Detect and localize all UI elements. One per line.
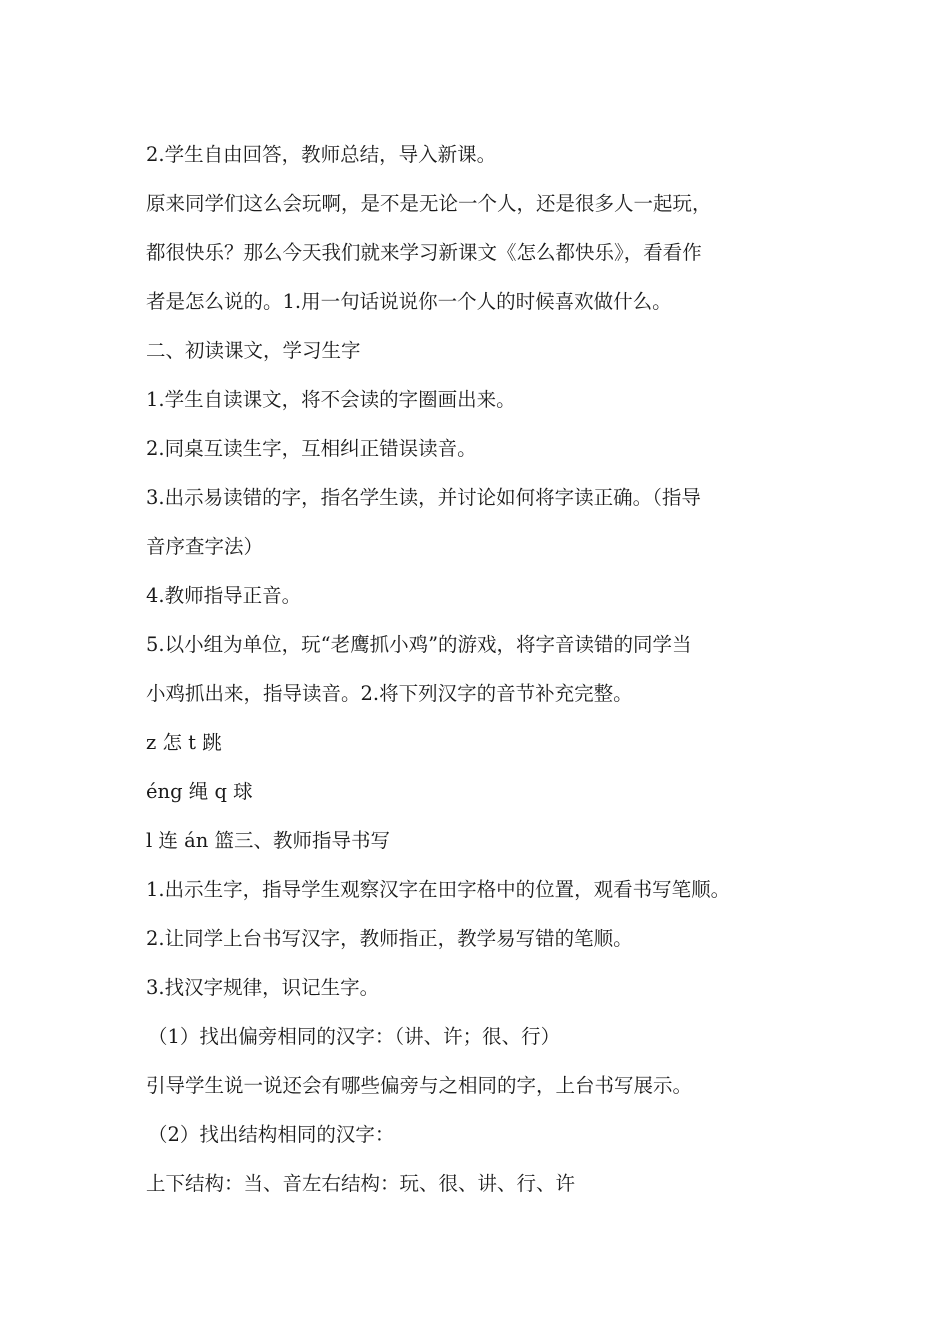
paragraph-line-8: 3.出示易读错的字，指名学生读，并讨论如何将字读正确。（指导 xyxy=(146,486,701,509)
document-body xyxy=(146,130,814,1208)
paragraph-line-11: 5.以小组为单位，玩“老鹰抓小鸡”的游戏，将字音读错的同学当 xyxy=(146,633,692,656)
paragraph-line-12: 小鸡抓出来，指导读音。2.将下列汉字的音节补充完整。 xyxy=(146,682,633,705)
paragraph-line-17: 2.让同学上台书写汉字，教师指正，教学易写错的笔顺。 xyxy=(146,927,633,950)
paragraph-line-9: 音序查字法） xyxy=(146,535,264,558)
pinyin-line-2: éng 绳 q 球 xyxy=(146,780,253,803)
paragraph-line-4: 者是怎么说的。1.用一句话说说你一个人的时候喜欢做什么。 xyxy=(146,290,672,313)
paragraph-line-1: 2.学生自由回答，教师总结，导入新课。 xyxy=(146,143,497,166)
section-heading-2: 二、初读课文，学习生字 xyxy=(146,339,361,362)
paragraph-line-6: 1.学生自读课文，将不会读的字圈画出来。 xyxy=(146,388,516,411)
paragraph-line-10: 4.教师指导正音。 xyxy=(146,584,302,607)
pinyin-line-1: z 怎 t 跳 xyxy=(146,731,222,754)
paragraph-line-18: 3.找汉字规律，识记生字。 xyxy=(146,976,380,999)
paragraph-line-2: 原来同学们这么会玩啊，是不是无论一个人，还是很多人一起玩， xyxy=(146,192,712,215)
paragraph-line-19: （1）找出偏旁相同的汉字：（讲、许；很、行） xyxy=(148,1025,561,1048)
paragraph-line-16: 1.出示生字，指导学生观察汉字在田字格中的位置，观看书写笔顺。 xyxy=(146,878,731,901)
paragraph-line-22: 上下结构：当、音左右结构：玩、很、讲、行、许 xyxy=(146,1172,576,1195)
paragraph-line-20: 引导学生说一说还会有哪些偏旁与之相同的字，上台书写展示。 xyxy=(146,1074,693,1097)
paragraph-line-3: 都很快乐？那么今天我们就来学习新课文《怎么都快乐》，看看作 xyxy=(146,241,702,264)
paragraph-line-7: 2.同桌互读生字，互相纠正错误读音。 xyxy=(146,437,477,460)
pinyin-line-3: l 连 án 篮三、教师指导书写 xyxy=(146,829,391,852)
paragraph-line-21: （2）找出结构相同的汉字： xyxy=(148,1123,395,1146)
